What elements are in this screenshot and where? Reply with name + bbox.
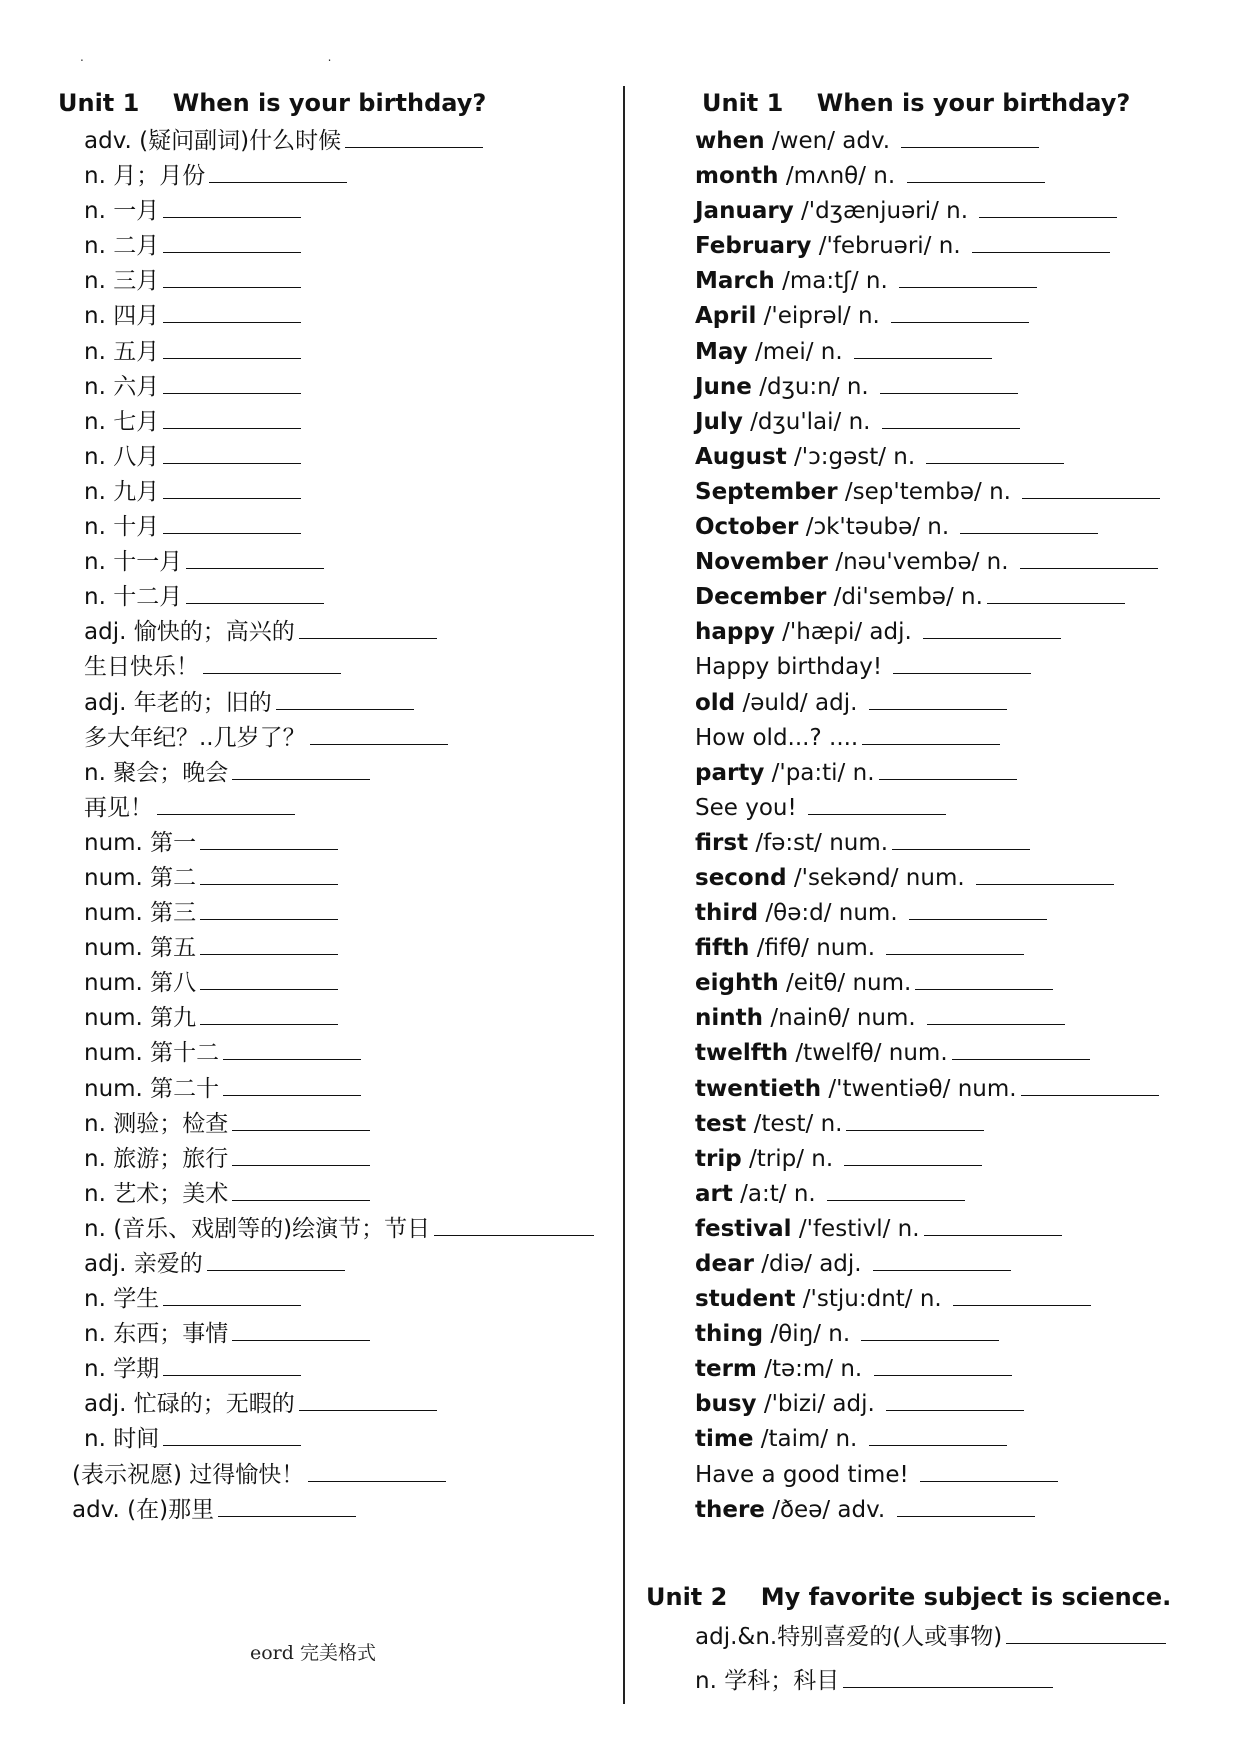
list-item — [58, 893, 618, 928]
phonetic-and-pos: /'festivl/ n. — [791, 1215, 920, 1242]
definition-text: n. 测验；检查 — [84, 1110, 229, 1137]
definition-text: n. 十月 — [84, 514, 160, 541]
phonetic-and-pos: /'dʒænjuəri/ n. — [793, 198, 976, 225]
vocab-word: ninth — [695, 1005, 764, 1032]
list-item — [640, 823, 1200, 858]
answer-blank[interactable] — [186, 577, 324, 604]
left-unit-title: Unit 1 When is your birthday? — [58, 89, 487, 117]
vocab-word: October — [695, 514, 799, 541]
definition-text: n. 旅游；旅行 — [84, 1145, 229, 1172]
definition-text: num. 第九 — [84, 1005, 197, 1032]
answer-blank[interactable] — [203, 647, 341, 674]
list-item — [58, 1349, 618, 1384]
answer-blank[interactable] — [952, 1033, 1090, 1060]
list-item — [640, 998, 1200, 1033]
phonetic-and-pos: /'februəri/ n. — [811, 233, 968, 260]
vocab-word: month — [695, 163, 779, 190]
vocab-word: student — [695, 1286, 796, 1313]
phonetic-and-pos: /θə:d/ num. — [758, 900, 905, 927]
phonetic-and-pos: /fifθ/ num. — [749, 935, 883, 962]
definition-text: n. 学期 — [84, 1356, 160, 1383]
definition-text: n. 一月 — [84, 198, 160, 225]
right-list — [640, 121, 1200, 1525]
list-item — [58, 191, 618, 226]
footer-note: eord 完美格式 — [250, 1642, 376, 1664]
answer-blank[interactable] — [345, 121, 483, 148]
phonetic-and-pos: /trip/ n. — [741, 1145, 841, 1172]
list-item — [640, 1349, 1200, 1384]
answer-blank[interactable] — [1021, 1069, 1159, 1096]
answer-blank[interactable] — [880, 367, 1018, 394]
answer-blank[interactable] — [976, 858, 1114, 885]
phonetic-and-pos: Happy birthday! — [695, 654, 890, 681]
vocab-word: test — [695, 1110, 747, 1137]
list-item — [640, 1659, 1220, 1703]
list-item — [640, 1490, 1200, 1525]
vocab-word: dear — [695, 1251, 754, 1277]
definition-text: adj. 年老的；旧的 — [84, 689, 272, 716]
phonetic-and-pos: How old...? .... — [695, 724, 859, 751]
list-item — [58, 998, 618, 1033]
vocab-word: September — [695, 478, 838, 505]
list-item — [58, 156, 618, 191]
phonetic-and-pos: /fə:st/ num. — [748, 829, 889, 856]
answer-blank[interactable] — [874, 1349, 1012, 1376]
definition-text: num. 第二十 — [84, 1075, 220, 1102]
answer-blank[interactable] — [920, 1455, 1058, 1482]
answer-blank[interactable] — [843, 1661, 1053, 1688]
list-item — [640, 1104, 1200, 1139]
right-unit-title: Unit 1 When is your birthday? — [702, 89, 1131, 117]
definition-text: num. 第三 — [84, 900, 197, 927]
list-item — [640, 332, 1200, 367]
answer-blank[interactable] — [893, 647, 1031, 674]
definition-text: n. 二月 — [84, 233, 160, 260]
definition-text: num. 第十二 — [84, 1040, 220, 1067]
list-item — [640, 261, 1200, 296]
left-list — [58, 121, 618, 1525]
definition-text: n. 八月 — [84, 443, 160, 470]
list-item — [640, 718, 1200, 753]
definition-text: adj. 亲爱的 — [84, 1251, 203, 1277]
list-item — [58, 1419, 618, 1454]
answer-blank[interactable] — [1022, 472, 1160, 499]
list-item — [640, 402, 1200, 437]
vocab-word: December — [695, 584, 827, 611]
list-item — [640, 1069, 1200, 1104]
answer-blank[interactable] — [232, 1104, 370, 1131]
answer-blank[interactable] — [276, 683, 414, 710]
list-item — [640, 1384, 1200, 1419]
list-item — [640, 1209, 1200, 1244]
definition-text: n. 四月 — [84, 303, 160, 330]
phonetic-and-pos: /tə:m/ n. — [756, 1356, 870, 1383]
phonetic-and-pos: /mʌnθ/ n. — [778, 163, 903, 190]
answer-blank[interactable] — [886, 928, 1024, 955]
answer-blank[interactable] — [209, 156, 347, 183]
vocab-word: twelfth — [695, 1040, 789, 1067]
phonetic-and-pos: /'ɔ:gəst/ n. — [786, 443, 923, 470]
answer-blank[interactable] — [299, 1384, 437, 1411]
answer-blank[interactable] — [861, 1314, 999, 1341]
phonetic-and-pos: /sep'tembə/ n. — [837, 478, 1019, 505]
answer-blank[interactable] — [862, 718, 1000, 745]
list-item — [640, 226, 1200, 261]
list-item — [640, 683, 1200, 718]
list-item — [640, 1279, 1200, 1314]
vocab-word: time — [695, 1426, 754, 1453]
list-item — [58, 437, 618, 472]
answer-blank[interactable] — [186, 542, 324, 569]
definition-text: num. 第一 — [84, 829, 197, 856]
phonetic-and-pos: /nainθ/ num. — [763, 1005, 924, 1032]
list-item — [58, 226, 618, 261]
list-item — [58, 1139, 618, 1174]
vocab-word: art — [695, 1180, 733, 1207]
answer-blank[interactable] — [897, 1490, 1035, 1517]
answer-blank[interactable] — [886, 1384, 1024, 1411]
answer-blank[interactable] — [200, 998, 338, 1025]
list-item — [58, 1244, 618, 1279]
phonetic-and-pos: /test/ n. — [746, 1110, 843, 1137]
phonetic-and-pos: /mei/ n. — [747, 338, 850, 365]
answer-blank[interactable] — [927, 998, 1065, 1025]
list-item — [58, 261, 618, 296]
answer-blank[interactable] — [223, 1069, 361, 1096]
answer-blank[interactable] — [308, 1455, 446, 1482]
phonetic-and-pos: /θiŋ/ n. — [763, 1321, 858, 1348]
phonetic-and-pos: /ðeə/ adv. — [764, 1496, 893, 1523]
list-item — [640, 1615, 1220, 1659]
list-item — [640, 1033, 1200, 1068]
answer-blank[interactable] — [163, 472, 301, 499]
phonetic-and-pos: /'pa:ti/ n. — [764, 759, 875, 786]
answer-blank[interactable] — [1020, 542, 1158, 569]
list-item — [640, 507, 1200, 542]
list-item — [640, 121, 1200, 156]
answer-blank[interactable] — [854, 332, 992, 359]
vocab-word: old — [695, 689, 736, 716]
unit2-list — [640, 1615, 1220, 1703]
phonetic-and-pos: /'twentiəθ/ num. — [821, 1075, 1017, 1102]
definition-text: n. 学生 — [84, 1286, 160, 1313]
definition-text: n. 三月 — [84, 268, 160, 295]
answer-blank[interactable] — [163, 296, 301, 323]
list-item — [640, 1139, 1200, 1174]
vocab-word: thing — [695, 1321, 764, 1348]
phonetic-and-pos: /'bizi/ adj. — [756, 1391, 883, 1418]
answer-blank[interactable] — [879, 753, 1017, 780]
answer-blank[interactable] — [987, 577, 1125, 604]
column-divider — [623, 86, 625, 1704]
answer-blank[interactable] — [926, 437, 1064, 464]
list-item — [58, 1314, 618, 1349]
vocab-word: January — [695, 198, 794, 225]
answer-blank[interactable] — [223, 1033, 361, 1060]
list-item — [58, 928, 618, 963]
vocab-word: party — [695, 759, 765, 786]
vocab-word: there — [695, 1496, 765, 1523]
vocab-word: May — [695, 338, 748, 365]
phonetic-and-pos: /wen/ adv. — [764, 128, 898, 154]
left-column — [58, 86, 618, 1525]
list-item — [640, 893, 1200, 928]
answer-blank[interactable] — [218, 1490, 356, 1517]
definition-text: adj. 愉快的；高兴的 — [84, 619, 295, 646]
answer-blank[interactable] — [808, 788, 946, 815]
definition-text: adj.&n.特别喜爱的(人或事物) — [695, 1624, 1003, 1650]
answer-blank[interactable] — [869, 683, 1007, 710]
list-item — [640, 753, 1200, 788]
vocab-word: busy — [695, 1391, 757, 1418]
definition-text: n. 聚会；晚会 — [84, 759, 229, 786]
list-item — [58, 1104, 618, 1139]
answer-blank[interactable] — [891, 296, 1029, 323]
list-item — [58, 612, 618, 647]
phonetic-and-pos: /dʒu'lai/ n. — [742, 408, 878, 435]
definition-text: 多大年纪？..几岁了？ — [84, 724, 306, 751]
phonetic-and-pos: /dʒu:n/ n. — [751, 373, 877, 400]
right-column — [640, 86, 1200, 1525]
answer-blank[interactable] — [232, 1139, 370, 1166]
answer-blank[interactable] — [960, 507, 1098, 534]
answer-blank[interactable] — [232, 1174, 370, 1201]
answer-blank[interactable] — [163, 1419, 301, 1446]
phonetic-and-pos: /diə/ adj. — [753, 1251, 869, 1277]
definition-text: n. 时间 — [84, 1426, 160, 1453]
answer-blank[interactable] — [869, 1419, 1007, 1446]
definition-text: n. 月；月份 — [84, 163, 206, 190]
answer-blank[interactable] — [899, 261, 1037, 288]
answer-blank[interactable] — [163, 367, 301, 394]
list-item — [640, 156, 1200, 191]
phonetic-and-pos: /'hæpi/ adj. — [774, 619, 920, 646]
list-item — [58, 753, 618, 788]
definition-text: adv. (在)那里 — [72, 1496, 215, 1523]
definition-text: n. 艺术；美术 — [84, 1180, 229, 1207]
answer-blank[interactable] — [901, 121, 1039, 148]
answer-blank[interactable] — [200, 823, 338, 850]
answer-blank[interactable] — [163, 1349, 301, 1376]
answer-blank[interactable] — [299, 612, 437, 639]
answer-blank[interactable] — [846, 1104, 984, 1131]
phonetic-and-pos: /twelfθ/ num. — [788, 1040, 948, 1067]
answer-blank[interactable] — [827, 1174, 965, 1201]
answer-blank[interactable] — [873, 1244, 1011, 1271]
list-item — [58, 542, 618, 577]
definition-text: adj. 忙碌的；无暇的 — [84, 1391, 295, 1418]
phonetic-and-pos: /ɔk'təubə/ n. — [798, 514, 957, 541]
answer-blank[interactable] — [157, 788, 295, 815]
answer-blank[interactable] — [909, 893, 1047, 920]
answer-blank[interactable] — [200, 928, 338, 955]
answer-blank[interactable] — [882, 402, 1020, 429]
definition-text: num. 第五 — [84, 935, 197, 962]
list-item — [640, 577, 1200, 612]
list-item — [58, 577, 618, 612]
header-marks: . . — [80, 50, 452, 64]
phonetic-and-pos: /ma:tʃ/ n. — [774, 268, 896, 295]
answer-blank[interactable] — [844, 1139, 982, 1166]
answer-blank[interactable] — [310, 718, 448, 745]
answer-blank[interactable] — [163, 1279, 301, 1306]
answer-blank[interactable] — [207, 1244, 345, 1271]
list-item — [640, 963, 1200, 998]
list-item — [58, 1033, 618, 1068]
list-item — [58, 858, 618, 893]
vocab-word: happy — [695, 619, 775, 646]
vocab-word: term — [695, 1356, 757, 1383]
list-item — [640, 1174, 1200, 1209]
phonetic-and-pos: /eitθ/ num. — [778, 970, 912, 997]
answer-blank[interactable] — [200, 963, 338, 990]
list-item — [58, 1069, 618, 1104]
list-item — [640, 1314, 1200, 1349]
vocab-word: second — [695, 864, 787, 891]
answer-blank[interactable] — [163, 332, 301, 359]
answer-blank[interactable] — [200, 893, 338, 920]
list-item — [640, 542, 1200, 577]
vocab-word: fifth — [695, 935, 750, 962]
list-item — [58, 367, 618, 402]
answer-blank[interactable] — [434, 1209, 594, 1236]
list-item — [640, 647, 1200, 682]
list-item — [640, 437, 1200, 472]
vocab-word: festival — [695, 1215, 792, 1242]
list-item — [58, 1490, 618, 1525]
vocab-word: first — [695, 829, 749, 856]
vocab-word: April — [695, 303, 757, 330]
answer-blank[interactable] — [163, 191, 301, 218]
unit2-section — [640, 1580, 1220, 1703]
phonetic-and-pos: /'eiprəl/ n. — [756, 303, 888, 330]
vocab-word: July — [695, 408, 743, 435]
vocab-word: June — [695, 373, 752, 400]
list-item — [58, 507, 618, 542]
answer-blank[interactable] — [892, 823, 1030, 850]
definition-text: n. 九月 — [84, 478, 160, 505]
answer-blank[interactable] — [924, 1209, 1062, 1236]
vocab-word: November — [695, 549, 829, 576]
answer-blank[interactable] — [972, 226, 1110, 253]
vocab-word: trip — [695, 1145, 742, 1172]
phonetic-and-pos: /'stju:dnt/ n. — [795, 1286, 950, 1313]
list-item — [58, 121, 618, 156]
definition-text: n. 十一月 — [84, 549, 183, 576]
list-item — [640, 191, 1200, 226]
answer-blank[interactable] — [163, 226, 301, 253]
answer-blank[interactable] — [232, 1314, 370, 1341]
vocab-word: third — [695, 900, 759, 927]
vocab-word: twentieth — [695, 1075, 822, 1102]
vocab-word: when — [695, 128, 765, 154]
list-item — [640, 472, 1200, 507]
list-item — [58, 683, 618, 718]
definition-text: (表示祝愿) 过得愉快！ — [72, 1461, 305, 1488]
definition-text: n. 六月 — [84, 373, 160, 400]
vocab-word: August — [695, 443, 787, 470]
vocab-word: March — [695, 268, 775, 295]
phonetic-and-pos: /nəu'vembə/ n. — [828, 549, 1016, 576]
list-item — [58, 963, 618, 998]
list-item — [58, 823, 618, 858]
list-item — [640, 858, 1200, 893]
list-item — [640, 612, 1200, 647]
list-item — [640, 1419, 1200, 1454]
list-item — [58, 1174, 618, 1209]
phonetic-and-pos: Have a good time! — [695, 1461, 917, 1488]
answer-blank[interactable] — [200, 858, 338, 885]
answer-blank[interactable] — [232, 753, 370, 780]
list-item — [58, 1279, 618, 1314]
list-item — [58, 718, 618, 753]
phonetic-and-pos: /əuld/ adj. — [735, 689, 865, 716]
definition-text: n. 东西；事情 — [84, 1321, 229, 1348]
phonetic-and-pos: See you! — [695, 794, 805, 821]
answer-blank[interactable] — [907, 156, 1045, 183]
definition-text: 再见！ — [84, 794, 153, 821]
definition-text: n. (音乐、戏剧等的)绘演节；节日 — [84, 1215, 431, 1242]
definition-text: n. 七月 — [84, 408, 160, 435]
list-item — [640, 296, 1200, 331]
answer-blank[interactable] — [915, 963, 1053, 990]
vocab-word: February — [695, 233, 812, 260]
answer-blank[interactable] — [163, 507, 301, 534]
unit2-title: Unit 2 My favorite subject is science. — [646, 1583, 1172, 1611]
phonetic-and-pos: /a:t/ n. — [732, 1180, 824, 1207]
answer-blank[interactable] — [1006, 1617, 1166, 1644]
definition-text: 生日快乐！ — [84, 654, 199, 681]
list-item — [58, 402, 618, 437]
list-item — [640, 788, 1200, 823]
list-item — [58, 332, 618, 367]
phonetic-and-pos: /'sekənd/ num. — [786, 864, 972, 891]
definition-text: adv. (疑问副词)什么时候 — [84, 128, 342, 154]
definition-text: num. 第八 — [84, 970, 197, 997]
list-item — [640, 367, 1200, 402]
phonetic-and-pos: /di'sembə/ n. — [826, 584, 983, 611]
list-item — [58, 1209, 618, 1244]
list-item — [58, 296, 618, 331]
answer-blank[interactable] — [923, 612, 1061, 639]
list-item — [58, 1384, 618, 1419]
list-item — [640, 1244, 1200, 1279]
phonetic-and-pos: /taim/ n. — [753, 1426, 865, 1453]
vocab-word: eighth — [695, 970, 779, 997]
answer-blank[interactable] — [163, 261, 301, 288]
list-item — [58, 647, 618, 682]
definition-text: n. 五月 — [84, 338, 160, 365]
answer-blank[interactable] — [163, 437, 301, 464]
answer-blank[interactable] — [979, 191, 1117, 218]
list-item — [58, 472, 618, 507]
list-item — [58, 788, 618, 823]
definition-text: n. 学科；科目 — [695, 1668, 840, 1694]
list-item — [640, 928, 1200, 963]
answer-blank[interactable] — [163, 402, 301, 429]
answer-blank[interactable] — [953, 1279, 1091, 1306]
list-item — [58, 1455, 618, 1490]
list-item — [640, 1455, 1200, 1490]
definition-text: num. 第二 — [84, 864, 197, 891]
definition-text: n. 十二月 — [84, 584, 183, 611]
